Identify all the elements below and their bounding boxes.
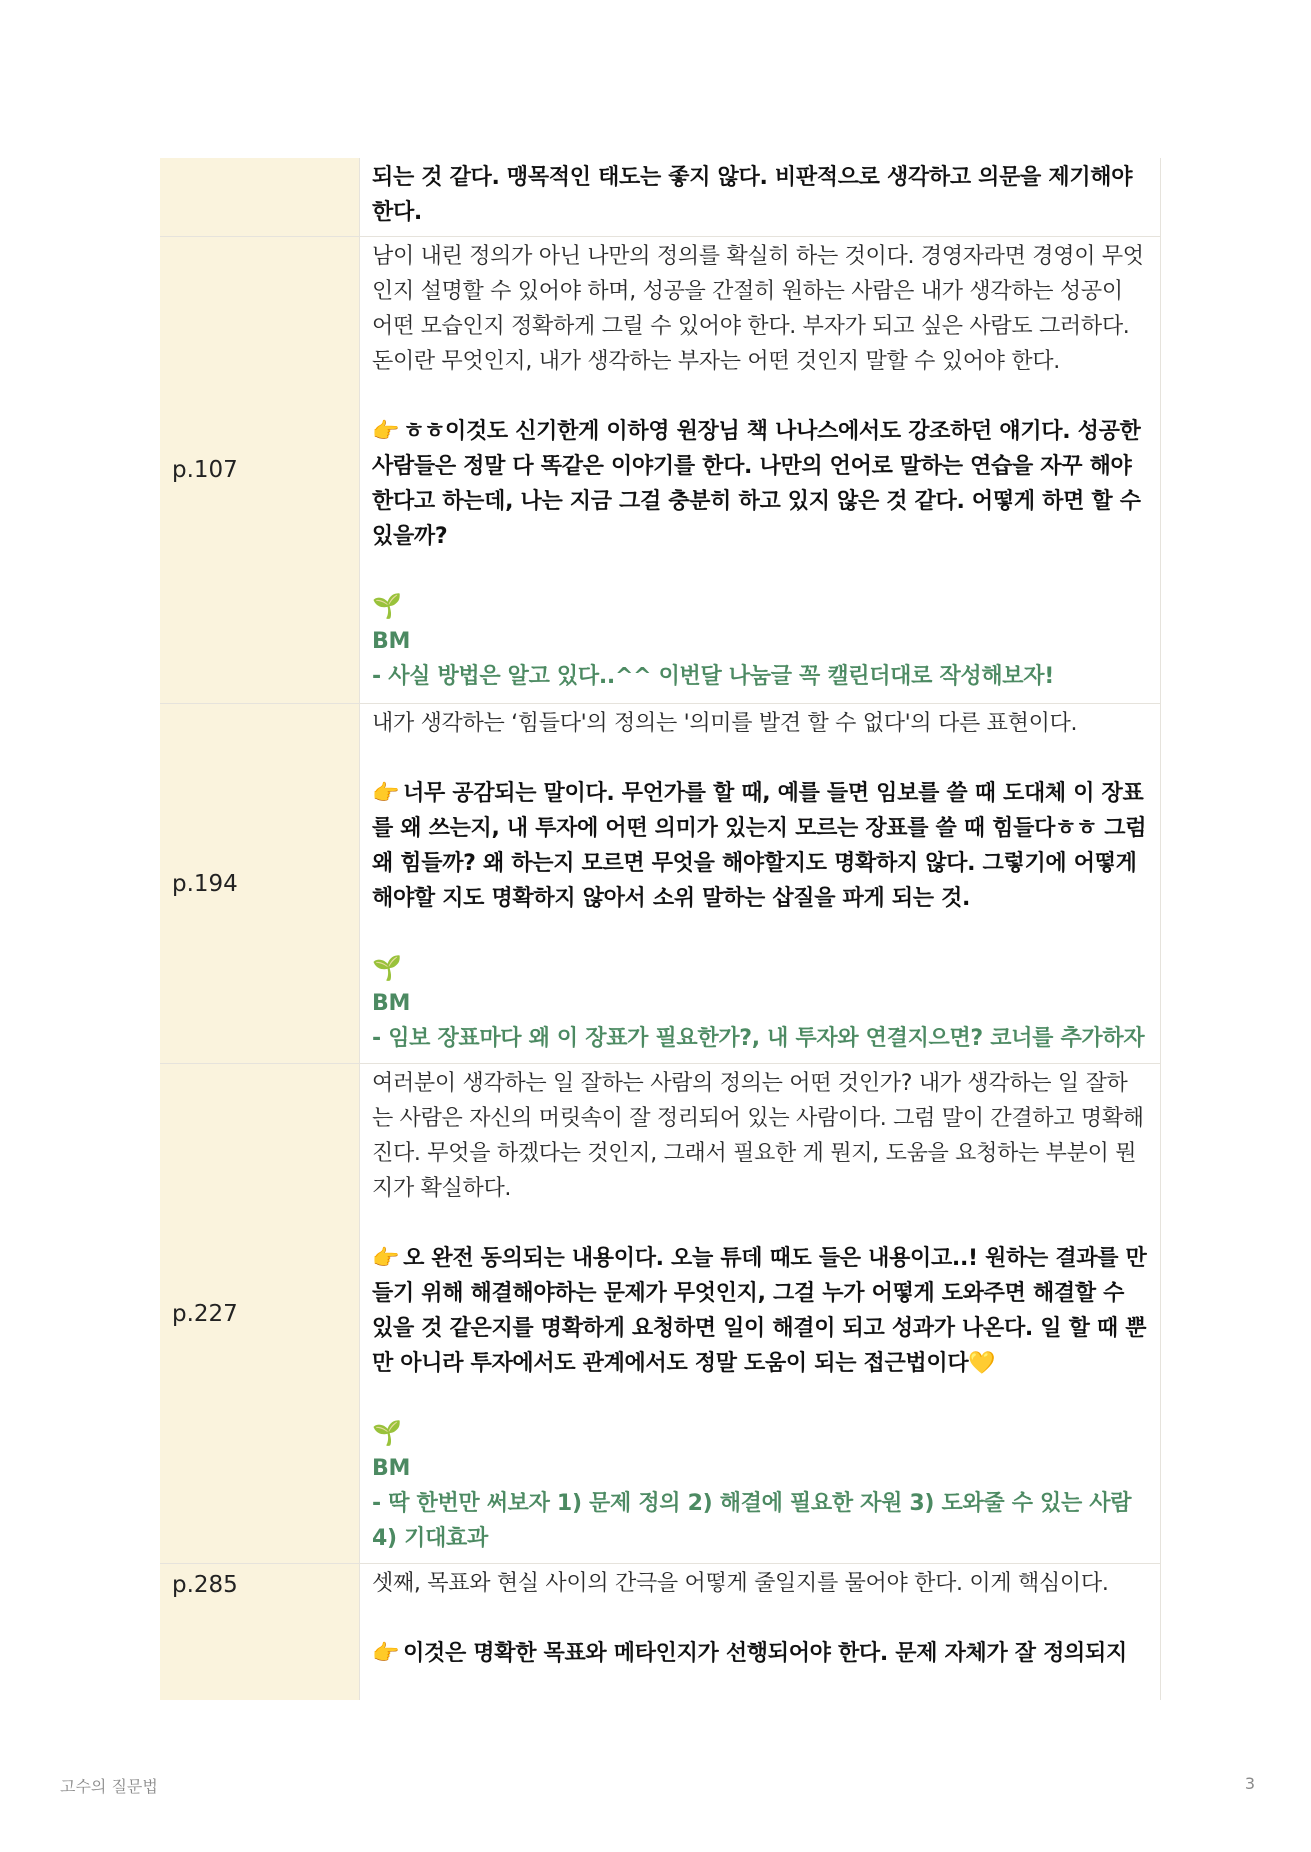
pointing-hand-icon: 👉 bbox=[372, 1641, 400, 1666]
comment-block bbox=[372, 414, 1148, 554]
pointing-hand-icon: 👉 bbox=[372, 419, 400, 444]
quote-text: 셋째, 목표와 현실 사이의 간극을 어떻게 줄일지를 물어야 한다. 이게 핵심이다. bbox=[372, 1571, 1109, 1596]
bm-title: BM bbox=[372, 1456, 411, 1481]
content-cell bbox=[360, 1064, 1160, 1563]
comment-block bbox=[372, 776, 1148, 916]
page-cell: p.107 bbox=[160, 237, 360, 703]
table-row bbox=[160, 1063, 1160, 1563]
page-cell bbox=[160, 158, 360, 236]
quote-text: 여러분이 생각하는 일 잘하는 사람의 정의는 어떤 것인가? 내가 생각하는 일 잘하는 사람은 자신의 머릿속이 잘 정리되어 있는 사람이다. 그럼 말이 간결하고 명확해진다. 무엇을 하겠다는 것인지, 그래서 필요한 게 뭔지, 도움을 요청하는 부분이 뭔지가 확실하다. bbox=[372, 1071, 1144, 1201]
quote-text: 남이 내린 정의가 아닌 나만의 정의를 확실히 하는 것이다. 경영자라면 경영이 무엇인지 설명할 수 있어야 하며, 성공을 간절히 원하는 사람은 내가 생각하는 성공이 어떤 모습인지 정확하게 그릴 수 있어야 한다. 부자가 되고 싶은 사람도 그러하다. 돈이란 무엇인지, 내가 생각하는 부자는 어떤 것인지 말할 수 있어야 한다. bbox=[372, 244, 1144, 374]
sprout-icon: 🌱 bbox=[372, 592, 402, 620]
page-cell: p.227 bbox=[160, 1064, 360, 1563]
table-row bbox=[160, 703, 1160, 1063]
footer-document-title: 고수의 질문법 bbox=[60, 1777, 158, 1796]
pointing-hand-icon: 👉 bbox=[372, 781, 400, 806]
comment-text: 오 완전 동의되는 내용이다. 오늘 튜데 때도 들은 내용이고..! 원하는 결과를 만들기 위해 해결해야하는 문제가 무엇인지, 그걸 누가 어떻게 도와주면 해결할 수 있을 것 같은지를 명확하게 요청하면 일이 해결이 되고 성과가 나온다. 일 할 때 뿐만 아니라 투자에서도 관계에서도 정말 도움이 되는 접근법이다💛 bbox=[372, 1246, 1147, 1376]
pointing-hand-icon: 👉 bbox=[372, 1246, 400, 1271]
notes-table bbox=[160, 158, 1161, 1700]
bm-text: - 임보 장표마다 왜 이 장표가 필요한가?, 내 투자와 연결지으면? 코너를 추가하자 bbox=[372, 1026, 1145, 1051]
page-cell: p.194 bbox=[160, 704, 360, 1063]
bm-title: BM bbox=[372, 629, 411, 654]
comment-text: 이것은 명확한 목표와 메타인지가 선행되어야 한다. 문제 자체가 잘 정의되지 bbox=[403, 1641, 1127, 1666]
bm-text: - 사실 방법은 알고 있다..^^ 이번달 나눔글 꼭 캘린더대로 작성해보자! bbox=[372, 664, 1054, 689]
comment-text: 너무 공감되는 말이다. 무언가를 할 때, 예를 들면 임보를 쓸 때 도대체 이 장표를 왜 쓰는지, 내 투자에 어떤 의미가 있는지 모르는 장표를 쓸 때 힘들다ㅎㅎ 그럼 왜 힘들까? 왜 하는지 모르면 무엇을 해야할지도 명확하지 않다. 그렇기에 어떻게 해야할 지도 명확하지 않아서 소위 말하는 삽질을 파게 되는 것. bbox=[372, 781, 1147, 911]
table-row bbox=[160, 158, 1160, 236]
table-row bbox=[160, 236, 1160, 703]
bm-text: - 딱 한번만 써보자 1) 문제 정의 2) 해결에 필요한 자원 3) 도와줄 수 있는 사람 4) 기대효과 bbox=[372, 1491, 1132, 1551]
table-row bbox=[160, 1563, 1160, 1700]
comment-block bbox=[372, 1241, 1148, 1381]
content-cell bbox=[360, 158, 1160, 236]
comment-block bbox=[372, 1636, 1148, 1671]
sprout-icon: 🌱 bbox=[372, 1419, 402, 1447]
content-cell bbox=[360, 704, 1160, 1063]
content-cell bbox=[360, 237, 1160, 703]
comment-text: ㅎㅎ이것도 신기한게 이하영 원장님 책 나나스에서도 강조하던 얘기다. 성공한 사람들은 정말 다 똑같은 이야기를 한다. 나만의 언어로 말하는 연습을 자꾸 해야한다고 하는데, 나는 지금 그걸 충분히 하고 있지 않은 것 같다. 어떻게 하면 할 수 있을까? bbox=[372, 419, 1141, 549]
footer-page-number: 3 bbox=[1244, 1774, 1255, 1793]
quote-text: 내가 생각하는 ‘힘들다'의 정의는 '의미를 발견 할 수 없다'의 다른 표현이다. bbox=[372, 711, 1078, 736]
page-cell: p.285 bbox=[160, 1564, 360, 1700]
content-cell bbox=[360, 1564, 1160, 1700]
sprout-icon: 🌱 bbox=[372, 954, 402, 982]
comment-text: 되는 것 같다. 맹목적인 태도는 좋지 않다. 비판적으로 생각하고 의문을 제기해야 한다. bbox=[372, 165, 1133, 225]
bm-title: BM bbox=[372, 991, 411, 1016]
